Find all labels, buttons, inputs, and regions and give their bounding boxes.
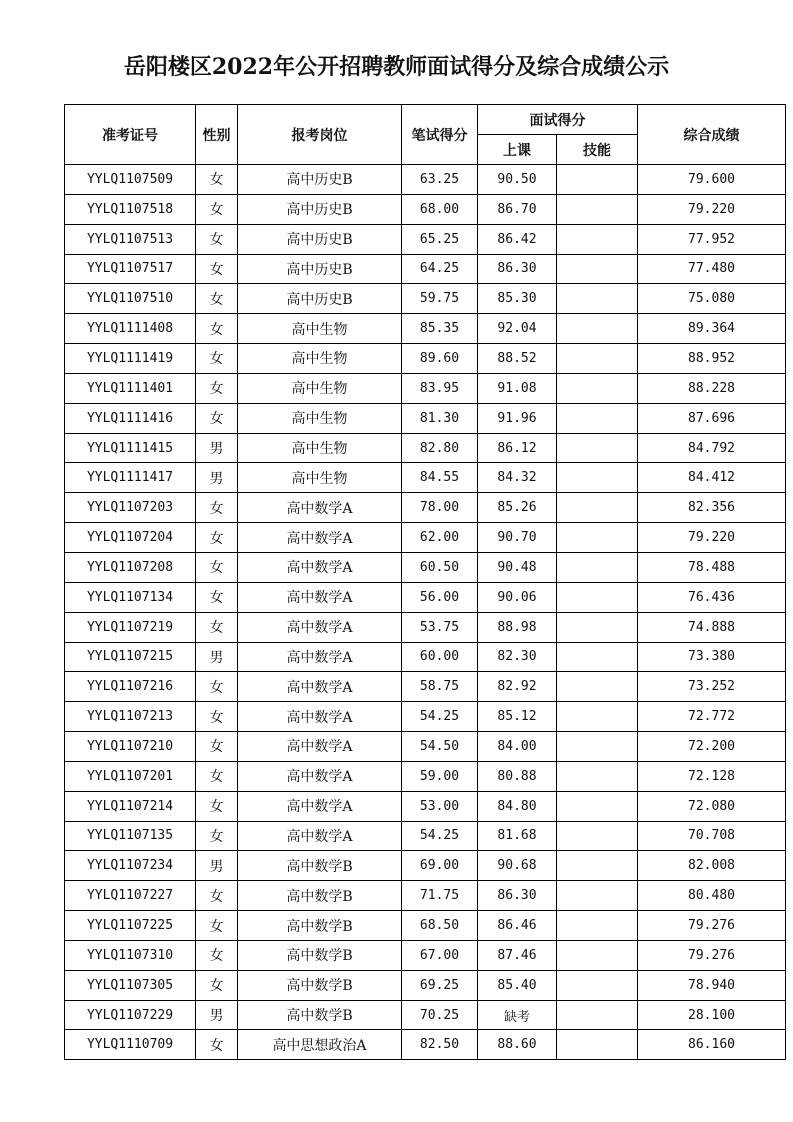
lesson-score-cell: 86.30 [478,881,557,911]
written-score-cell: 64.25 [402,254,478,284]
lesson-score-cell: 84.80 [478,791,557,821]
gender-cell: 男 [196,851,238,881]
gender-cell: 女 [196,403,238,433]
exam-id-cell: YYLQ1107204 [65,523,196,553]
position-cell: 高中历史B [238,165,402,195]
written-score-cell: 62.00 [402,523,478,553]
skill-score-cell [557,373,638,403]
skill-score-cell [557,761,638,791]
total-score-cell: 78.940 [638,970,786,1000]
total-score-cell: 88.228 [638,373,786,403]
skill-score-cell [557,672,638,702]
skill-score-cell [557,314,638,344]
table-row [65,940,786,970]
total-score-cell: 75.080 [638,284,786,314]
exam-id-cell: YYLQ1107234 [65,851,196,881]
lesson-score-cell: 81.68 [478,821,557,851]
position-cell: 高中数学B [238,911,402,941]
lesson-score-cell: 86.42 [478,224,557,254]
header-lesson: 上课 [478,135,557,165]
position-cell: 高中数学A [238,612,402,642]
written-score-cell: 81.30 [402,403,478,433]
total-score-cell: 28.100 [638,1000,786,1030]
position-cell: 高中数学B [238,881,402,911]
total-score-cell: 89.364 [638,314,786,344]
header-total-score: 综合成绩 [638,105,786,165]
gender-cell: 女 [196,284,238,314]
exam-id-cell: YYLQ1107135 [65,821,196,851]
skill-score-cell [557,552,638,582]
header-skill: 技能 [557,135,638,165]
skill-score-cell [557,642,638,672]
lesson-score-cell: 82.30 [478,642,557,672]
total-score-cell: 77.480 [638,254,786,284]
written-score-cell: 63.25 [402,165,478,195]
table-row [65,344,786,374]
total-score-cell: 84.412 [638,463,786,493]
table-row [65,224,786,254]
total-score-cell: 78.488 [638,552,786,582]
skill-score-cell [557,612,638,642]
skill-score-cell [557,344,638,374]
total-score-cell: 79.220 [638,523,786,553]
lesson-score-cell: 85.30 [478,284,557,314]
gender-cell: 男 [196,433,238,463]
lesson-score-cell: 86.70 [478,194,557,224]
skill-score-cell [557,940,638,970]
table-row [65,851,786,881]
position-cell: 高中生物 [238,373,402,403]
lesson-score-cell: 91.96 [478,403,557,433]
skill-score-cell [557,1030,638,1060]
exam-id-cell: YYLQ1111416 [65,403,196,433]
lesson-score-cell: 85.26 [478,493,557,523]
skill-score-cell [557,523,638,553]
lesson-score-cell: 88.60 [478,1030,557,1060]
table-row [65,1000,786,1030]
gender-cell: 女 [196,493,238,523]
lesson-score-cell: 90.48 [478,552,557,582]
position-cell: 高中历史B [238,254,402,284]
lesson-score-cell: 90.70 [478,523,557,553]
written-score-cell: 89.60 [402,344,478,374]
exam-id-cell: YYLQ1111417 [65,463,196,493]
lesson-score-cell: 90.50 [478,165,557,195]
lesson-score-cell: 85.12 [478,702,557,732]
table-row [65,165,786,195]
written-score-cell: 69.25 [402,970,478,1000]
gender-cell: 女 [196,582,238,612]
table-row [65,911,786,941]
written-score-cell: 82.80 [402,433,478,463]
skill-score-cell [557,881,638,911]
table-row [65,373,786,403]
table-row [65,791,786,821]
written-score-cell: 60.50 [402,552,478,582]
skill-score-cell [557,463,638,493]
gender-cell: 女 [196,194,238,224]
gender-cell: 女 [196,881,238,911]
written-score-cell: 67.00 [402,940,478,970]
table-row [65,732,786,762]
exam-id-cell: YYLQ1107219 [65,612,196,642]
table-row [65,194,786,224]
total-score-cell: 88.952 [638,344,786,374]
gender-cell: 女 [196,940,238,970]
written-score-cell: 69.00 [402,851,478,881]
lesson-score-cell: 90.68 [478,851,557,881]
table-row [65,463,786,493]
gender-cell: 女 [196,970,238,1000]
position-cell: 高中数学A [238,672,402,702]
lesson-score-cell: 85.40 [478,970,557,1000]
gender-cell: 女 [196,523,238,553]
position-cell: 高中历史B [238,194,402,224]
exam-id-cell: YYLQ1107201 [65,761,196,791]
lesson-score-cell: 86.30 [478,254,557,284]
written-score-cell: 60.00 [402,642,478,672]
lesson-score-cell: 84.32 [478,463,557,493]
gender-cell: 女 [196,732,238,762]
page-title: 岳阳楼区2022年公开招聘教师面试得分及综合成绩公示 [123,54,670,80]
total-score-cell: 80.480 [638,881,786,911]
table-row [65,493,786,523]
total-score-cell: 79.276 [638,940,786,970]
exam-id-cell: YYLQ1111408 [65,314,196,344]
table-row [65,254,786,284]
gender-cell: 女 [196,612,238,642]
table-body [65,165,786,1060]
exam-id-cell: YYLQ1107509 [65,165,196,195]
total-score-cell: 76.436 [638,582,786,612]
exam-id-cell: YYLQ1107510 [65,284,196,314]
table-row [65,403,786,433]
table-row [65,881,786,911]
skill-score-cell [557,165,638,195]
exam-id-cell: YYLQ1107518 [65,194,196,224]
lesson-score-cell: 87.46 [478,940,557,970]
exam-id-cell: YYLQ1111415 [65,433,196,463]
table-row [65,1030,786,1060]
exam-id-cell: YYLQ1107210 [65,732,196,762]
position-cell: 高中数学A [238,761,402,791]
table-row [65,582,786,612]
exam-id-cell: YYLQ1111401 [65,373,196,403]
skill-score-cell [557,702,638,732]
table-row [65,761,786,791]
exam-id-cell: YYLQ1107203 [65,493,196,523]
exam-id-cell: YYLQ1107134 [65,582,196,612]
gender-cell: 男 [196,642,238,672]
lesson-score-cell: 缺考 [478,1000,557,1030]
written-score-cell: 65.25 [402,224,478,254]
total-score-cell: 84.792 [638,433,786,463]
gender-cell: 女 [196,672,238,702]
position-cell: 高中数学A [238,702,402,732]
written-score-cell: 68.50 [402,911,478,941]
total-score-cell: 72.080 [638,791,786,821]
exam-id-cell: YYLQ1107310 [65,940,196,970]
written-score-cell: 58.75 [402,672,478,702]
gender-cell: 女 [196,1030,238,1060]
position-cell: 高中生物 [238,433,402,463]
total-score-cell: 72.200 [638,732,786,762]
written-score-cell: 83.95 [402,373,478,403]
position-cell: 高中数学A [238,552,402,582]
skill-score-cell [557,493,638,523]
exam-id-cell: YYLQ1111419 [65,344,196,374]
position-cell: 高中生物 [238,463,402,493]
gender-cell: 男 [196,1000,238,1030]
total-score-cell: 73.252 [638,672,786,702]
total-score-cell: 72.128 [638,761,786,791]
skill-score-cell [557,403,638,433]
written-score-cell: 54.25 [402,821,478,851]
header-exam-id: 准考证号 [65,105,196,165]
exam-id-cell: YYLQ1107208 [65,552,196,582]
table-row [65,284,786,314]
skill-score-cell [557,254,638,284]
gender-cell: 女 [196,911,238,941]
lesson-score-cell: 80.88 [478,761,557,791]
written-score-cell: 54.50 [402,732,478,762]
skill-score-cell [557,851,638,881]
position-cell: 高中数学B [238,970,402,1000]
total-score-cell: 79.600 [638,165,786,195]
position-cell: 高中数学B [238,1000,402,1030]
skill-score-cell [557,194,638,224]
total-score-cell: 82.356 [638,493,786,523]
total-score-cell: 72.772 [638,702,786,732]
lesson-score-cell: 88.52 [478,344,557,374]
gender-cell: 女 [196,373,238,403]
gender-cell: 女 [196,165,238,195]
position-cell: 高中数学B [238,940,402,970]
skill-score-cell [557,284,638,314]
skill-score-cell [557,582,638,612]
skill-score-cell [557,791,638,821]
written-score-cell: 84.55 [402,463,478,493]
exam-id-cell: YYLQ1107517 [65,254,196,284]
lesson-score-cell: 92.04 [478,314,557,344]
total-score-cell: 82.008 [638,851,786,881]
gender-cell: 女 [196,224,238,254]
skill-score-cell [557,911,638,941]
written-score-cell: 78.00 [402,493,478,523]
exam-id-cell: YYLQ1107214 [65,791,196,821]
exam-id-cell: YYLQ1107229 [65,1000,196,1030]
skill-score-cell [557,224,638,254]
position-cell: 高中历史B [238,224,402,254]
total-score-cell: 87.696 [638,403,786,433]
total-score-cell: 70.708 [638,821,786,851]
lesson-score-cell: 86.46 [478,911,557,941]
header-written-score: 笔试得分 [402,105,478,165]
written-score-cell: 68.00 [402,194,478,224]
table-row [65,552,786,582]
written-score-cell: 54.25 [402,702,478,732]
exam-id-cell: YYLQ1107513 [65,224,196,254]
table-row [65,612,786,642]
lesson-score-cell: 86.12 [478,433,557,463]
gender-cell: 女 [196,254,238,284]
position-cell: 高中数学A [238,791,402,821]
lesson-score-cell: 88.98 [478,612,557,642]
lesson-score-cell: 90.06 [478,582,557,612]
table-row [65,702,786,732]
exam-id-cell: YYLQ1107227 [65,881,196,911]
table-row [65,672,786,702]
total-score-cell: 74.888 [638,612,786,642]
position-cell: 高中数学A [238,821,402,851]
position-cell: 高中数学A [238,732,402,762]
position-cell: 高中数学A [238,523,402,553]
lesson-score-cell: 82.92 [478,672,557,702]
gender-cell: 女 [196,552,238,582]
position-cell: 高中生物 [238,314,402,344]
written-score-cell: 85.35 [402,314,478,344]
position-cell: 高中生物 [238,403,402,433]
position-cell: 高中历史B [238,284,402,314]
skill-score-cell [557,970,638,1000]
skill-score-cell [557,1000,638,1030]
total-score-cell: 79.220 [638,194,786,224]
table-row [65,314,786,344]
written-score-cell: 59.00 [402,761,478,791]
table-row [65,433,786,463]
total-score-cell: 86.160 [638,1030,786,1060]
position-cell: 高中思想政治A [238,1030,402,1060]
exam-id-cell: YYLQ1107215 [65,642,196,672]
written-score-cell: 56.00 [402,582,478,612]
table-row [65,970,786,1000]
skill-score-cell [557,821,638,851]
written-score-cell: 53.75 [402,612,478,642]
exam-id-cell: YYLQ1107225 [65,911,196,941]
position-cell: 高中数学A [238,642,402,672]
written-score-cell: 53.00 [402,791,478,821]
written-score-cell: 59.75 [402,284,478,314]
gender-cell: 女 [196,314,238,344]
gender-cell: 女 [196,791,238,821]
table-row [65,821,786,851]
lesson-score-cell: 84.00 [478,732,557,762]
header-position: 报考岗位 [238,105,402,165]
position-cell: 高中数学B [238,851,402,881]
gender-cell: 女 [196,761,238,791]
position-cell: 高中数学A [238,493,402,523]
written-score-cell: 71.75 [402,881,478,911]
gender-cell: 女 [196,702,238,732]
written-score-cell: 82.50 [402,1030,478,1060]
lesson-score-cell: 91.08 [478,373,557,403]
written-score-cell: 70.25 [402,1000,478,1030]
header-gender: 性别 [196,105,238,165]
table-row [65,523,786,553]
total-score-cell: 79.276 [638,911,786,941]
exam-id-cell: YYLQ1110709 [65,1030,196,1060]
gender-cell: 女 [196,821,238,851]
position-cell: 高中数学A [238,582,402,612]
total-score-cell: 77.952 [638,224,786,254]
position-cell: 高中生物 [238,344,402,374]
gender-cell: 女 [196,344,238,374]
skill-score-cell [557,732,638,762]
score-table [64,104,786,1060]
header-interview-score: 面试得分 [478,105,638,135]
skill-score-cell [557,433,638,463]
exam-id-cell: YYLQ1107216 [65,672,196,702]
gender-cell: 男 [196,463,238,493]
table-row [65,642,786,672]
exam-id-cell: YYLQ1107213 [65,702,196,732]
exam-id-cell: YYLQ1107305 [65,970,196,1000]
total-score-cell: 73.380 [638,642,786,672]
